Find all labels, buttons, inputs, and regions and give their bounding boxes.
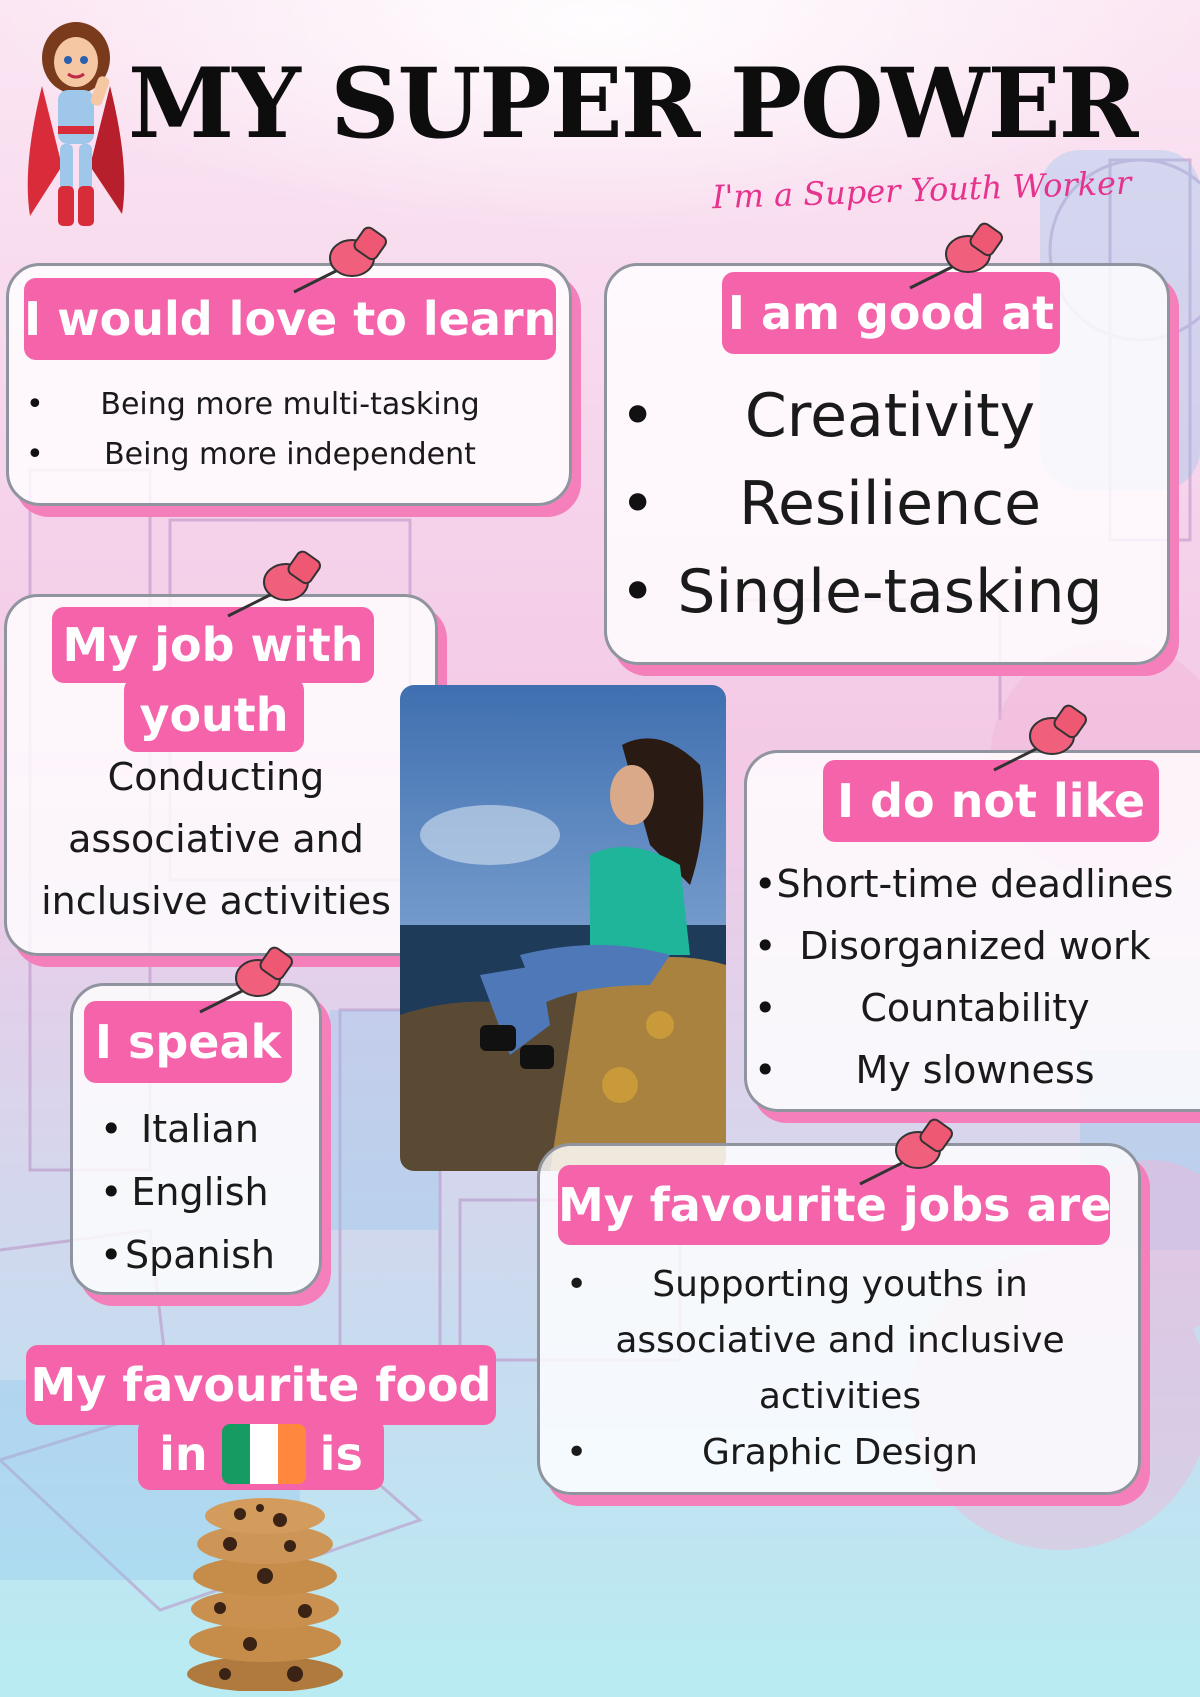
good-at-label: I am good at — [722, 272, 1060, 354]
job-description — [20, 746, 412, 932]
job-label-line1: My job with — [52, 607, 374, 683]
pushpin-icon — [990, 700, 1100, 790]
learn-label: I would love to learn — [24, 278, 556, 360]
superhero-woman-icon — [22, 16, 130, 232]
fav-jobs-list: • Supporting youths in associative and inclusive activities • Graphic Design — [560, 1257, 1120, 1481]
job-line: Conducting — [107, 755, 325, 799]
food-label-line2: in is — [138, 1418, 384, 1490]
list-item: • Being more multi-tasking — [20, 380, 560, 430]
list-item: • Italian — [90, 1098, 310, 1161]
pushpin-icon — [906, 218, 1016, 308]
learn-list — [20, 380, 560, 480]
job-label-line2: youth — [124, 678, 304, 752]
fav-job-line: activities — [758, 1376, 922, 1417]
list-item: • Countability — [750, 977, 1200, 1039]
fav-job-item: Graphic Design — [702, 1432, 978, 1473]
list-item: • Single-tasking — [620, 548, 1160, 636]
list-item: • Resilience — [620, 460, 1160, 548]
fav-jobs-label: My favourite jobs are — [558, 1165, 1110, 1245]
pushpin-icon — [290, 222, 400, 312]
list-item: • English — [90, 1161, 310, 1224]
dislike-list — [750, 853, 1200, 1101]
job-line: inclusive activities — [41, 879, 391, 923]
good-at-list — [620, 372, 1160, 636]
ireland-flag-icon — [222, 1424, 306, 1484]
cookie-stack-icon — [180, 1496, 350, 1691]
list-item: • Being more independent — [20, 430, 560, 480]
pushpin-icon — [196, 942, 306, 1032]
list-item: • Creativity — [620, 372, 1160, 460]
speak-list — [90, 1098, 310, 1287]
job-line: associative and — [68, 817, 364, 861]
fav-job-line: Supporting youths in — [652, 1264, 1028, 1305]
portrait-photo — [400, 685, 726, 1171]
list-item: • Disorganized work — [750, 915, 1200, 977]
pushpin-icon — [856, 1114, 966, 1204]
speak-label: I speak — [84, 1001, 292, 1083]
food-label-line1: My favourite food — [26, 1345, 496, 1425]
dislike-label: I do not like — [823, 760, 1159, 842]
list-item: • My slowness — [750, 1039, 1200, 1101]
fav-job-line: associative and inclusive — [615, 1320, 1065, 1361]
list-item: • Short-time deadlines — [750, 853, 1200, 915]
pushpin-icon — [224, 546, 334, 636]
subtitle: I'm a Super Youth Worker — [711, 163, 1132, 217]
list-item: • Spanish — [90, 1224, 310, 1287]
page-title: MY SUPER POWER — [128, 47, 1137, 160]
